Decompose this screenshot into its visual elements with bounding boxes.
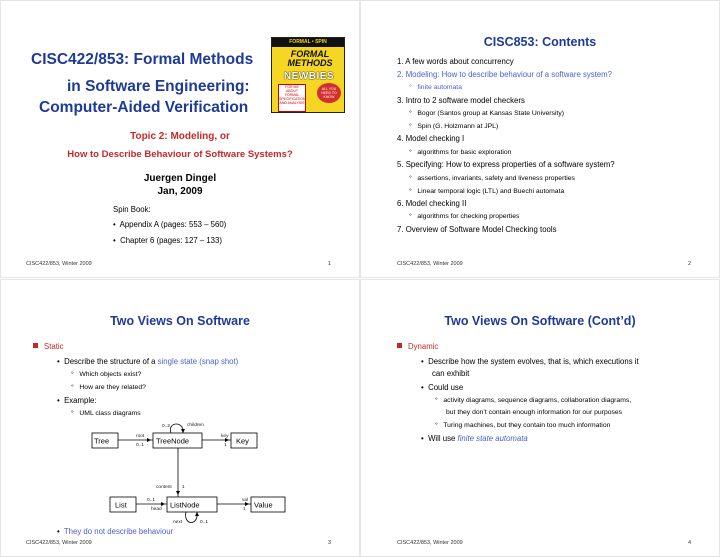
contents-item-7	[397, 225, 557, 235]
class-list-label: List	[115, 500, 127, 510]
contents-item-5	[397, 160, 615, 170]
slide3-title: Two Views On Software	[110, 314, 250, 328]
role-key: key	[221, 434, 229, 439]
slide3-example: • Example:	[57, 396, 97, 405]
contents-item-3	[397, 96, 525, 106]
slide-1[interactable]	[0, 0, 360, 278]
contents-item-5-sub-2: ° Linear temporal logic (LTL) and Buechi automata	[409, 188, 565, 195]
slide4-page-number: 4	[687, 540, 691, 546]
slide1-topic-line1: Topic 2: Modeling, or	[130, 131, 230, 142]
contents-item-6-sub-1-text: algorithms for checking properties	[417, 213, 520, 220]
class-treenode-label: TreeNode	[156, 436, 190, 446]
class-listnode-label: ListNode	[170, 500, 200, 510]
assoc-next-loop	[186, 512, 198, 523]
slide3-describe-text: Describe the structure of a	[64, 357, 158, 366]
slide1-ref-1-text: Appendix A (pages: 553 – 560)	[119, 220, 227, 229]
slide3-not-behaviour: • They do not describe behaviour	[57, 527, 174, 536]
contents-item-7-num: 7.	[397, 225, 404, 234]
contents-item-4	[397, 134, 464, 144]
slide1-title-line2: in Software Engineering:	[67, 78, 250, 95]
contents-item-3-sub-2-text: Spin (G. Holzmann at JPL)	[417, 123, 499, 130]
mult-content: 1	[182, 485, 185, 490]
contents-item-3-sub-2: ° Spin (G. Holzmann at JPL)	[409, 123, 499, 130]
slide3-page-number: 3	[327, 540, 331, 546]
uml-class-diagram	[1, 280, 361, 558]
slide1-title-line1: CISC422/853: Formal Methods	[31, 51, 254, 68]
slide3-q1-text: Which objects exist?	[79, 371, 142, 378]
slide1-page-number: 1	[327, 261, 331, 267]
mult-next: 0..1	[200, 520, 209, 525]
slide-4[interactable]	[360, 279, 720, 557]
contents-item-5-text: Specifying: How to express properties of a software system?	[405, 160, 615, 169]
book-cover-image	[271, 37, 345, 113]
contents-item-2-text: Modeling: How to describe behaviour of a software system?	[405, 70, 612, 79]
contents-item-3-text: Intro to 2 software model checkers	[405, 96, 525, 105]
slide3-uml: ° UML class diagrams	[71, 410, 141, 417]
role-content: content	[156, 485, 172, 490]
role-root: root	[136, 434, 145, 439]
slide1-ref-2-text: Chapter 6 (pages: 127 – 133)	[120, 236, 222, 245]
slide4-footer-left: CISC422/853, Winter 2009	[397, 540, 463, 546]
square-bullet-icon	[397, 343, 402, 348]
slide-3[interactable]	[0, 279, 360, 557]
mult-children: 0..2	[162, 424, 171, 429]
role-head: head	[151, 507, 162, 512]
assoc-children-loop	[170, 424, 183, 433]
contents-item-4-text: Model checking I	[405, 134, 465, 143]
contents-item-3-sub-1: ° Bogor (Santos group at Kansas State University)	[409, 110, 564, 117]
mult-head: 0..1	[147, 498, 156, 503]
slide4-could-use-text: Could use	[428, 383, 464, 392]
class-key-label: Key	[236, 436, 249, 446]
slide1-ref-2: • Chapter 6 (pages: 127 – 133)	[113, 236, 222, 245]
contents-item-7-text: Overview of Software Model Checking tools	[405, 225, 557, 234]
slide4-will-use-text: Will use	[428, 434, 458, 443]
slide3-q2: ° How are they related?	[71, 384, 146, 391]
arrow-next-icon	[195, 512, 199, 516]
mult-val: 1	[243, 507, 246, 512]
slide2-footer-left: CISC422/853, Winter 2009	[397, 261, 463, 267]
arrow-head-icon	[161, 502, 165, 506]
contents-item-5-sub-2-text: Linear temporal logic (LTL) and Buechi automata	[417, 188, 565, 195]
slide3-uml-text: UML class diagrams	[79, 410, 141, 417]
slide3-not-behaviour-text: They do not describe behaviour	[63, 527, 174, 536]
contents-item-6-text: Model checking II	[405, 199, 467, 208]
class-value-label: Value	[254, 500, 273, 510]
contents-item-6-num: 6.	[397, 199, 404, 208]
slide-2[interactable]	[360, 0, 720, 278]
book-cover-newbies: NEWBIES	[283, 71, 335, 82]
mult-root: 0..1	[136, 443, 145, 448]
slide4-sub-2: ° Turing machines, but they contain too much information	[435, 422, 611, 429]
slide4-sub-2-text: Turing machines, but they contain too much information	[443, 422, 611, 429]
class-tree-label: Tree	[94, 436, 110, 446]
contents-item-5-sub-1-text: assertions, invariants, safety and liveness properties	[417, 175, 575, 182]
contents-item-4-sub-1: ° algorithms for basic exploration	[409, 149, 512, 156]
slide1-book-label: Spin Book:	[113, 205, 151, 214]
contents-item-3-num: 3.	[397, 96, 404, 105]
slide4-describe-line1-text: Describe how the system evolves, that is, which executions it	[428, 357, 639, 366]
slide3-footer-left: CISC422/853, Winter 2009	[26, 540, 92, 546]
book-cover-header: FORMAL • SPIN	[272, 38, 344, 47]
slide1-date: Jan, 2009	[157, 186, 203, 197]
slide4-heading-text: Dynamic	[408, 342, 439, 351]
contents-item-1	[397, 57, 514, 67]
slide4-title: Two Views On Software (Cont’d)	[444, 314, 636, 328]
contents-item-1-text: A few words about concurrency	[405, 57, 514, 66]
arrow-children-icon	[181, 429, 185, 433]
slide2-title: CISC853: Contents	[483, 35, 597, 49]
contents-item-4-num: 4.	[397, 134, 404, 143]
contents-item-6-sub-1: ° algorithms for checking properties	[409, 213, 520, 220]
contents-item-2	[397, 70, 612, 80]
slide3-describe-highlight: single state (snap shot)	[157, 357, 239, 366]
role-val: val	[242, 498, 249, 503]
book-cover-title: FORMAL METHODS	[287, 49, 333, 68]
contents-item-1-num: 1.	[397, 57, 404, 66]
arrow-root-icon	[147, 438, 151, 442]
slide2-page-number: 2	[687, 261, 691, 267]
slide3-q1: ° Which objects exist?	[71, 371, 142, 378]
slide1-ref-1: • Appendix A (pages: 553 – 560)	[113, 220, 227, 229]
slide4-sub-1: ° activity diagrams, sequence diagrams, collaboration diagrams,	[435, 397, 632, 404]
mult-key: 1	[224, 443, 227, 448]
slide4-sub-1-text: activity diagrams, sequence diagrams, collaboration diagrams,	[443, 397, 632, 404]
role-next: next	[173, 520, 183, 525]
slide1-topic-line2: How to Describe Behaviour of Software Systems?	[67, 149, 293, 160]
slide3-q2-text: How are they related?	[79, 384, 146, 391]
contents-item-3-sub-1-text: Bogor (Santos group at Kansas State University)	[417, 110, 564, 117]
slide4-sub-1-line2: but they don’t contain enough information for our purposes	[446, 409, 623, 416]
slide4-describe-line1: • Describe how the system evolves, that is, which executions it	[421, 357, 639, 366]
slide1-title-line3: Computer-Aided Verification	[39, 99, 249, 116]
contents-item-2-sub-1-text: finite automata	[417, 84, 462, 91]
slide4-will-use: • Will use finite state automata	[421, 434, 528, 443]
arrow-content-icon	[176, 491, 180, 495]
contents-item-2-num: 2.	[397, 70, 404, 79]
slide1-footer-left: CISC422/853, Winter 2009	[26, 261, 92, 267]
slide3-describe: • Describe the structure of a single state (snap shot)	[57, 357, 239, 366]
slide4-heading	[397, 342, 438, 352]
slide1-author: Juergen Dingel	[143, 173, 217, 184]
contents-item-6	[397, 199, 466, 209]
contents-item-5-num: 5.	[397, 160, 404, 169]
slide4-will-use-highlight: finite state automata	[457, 434, 528, 443]
contents-item-2-sub-1: ° finite automata	[409, 84, 462, 91]
role-children: children	[187, 423, 204, 428]
book-cover-burst: ALL YOU NEED TO KNOW	[317, 83, 341, 103]
book-cover-figure: FOR ME ABOUT FORMAL SPECIFICATION AND ANALYSIS	[278, 84, 306, 112]
slide3-example-text: Example:	[64, 396, 97, 405]
slide3-heading-text: Static	[44, 342, 64, 351]
slide4-could-use: • Could use	[421, 383, 464, 392]
contents-item-4-sub-1-text: algorithms for basic exploration	[417, 149, 512, 156]
slide4-describe-line2: can exhibit	[432, 369, 470, 378]
contents-item-5-sub-1: ° assertions, invariants, safety and liveness properties	[409, 175, 575, 182]
